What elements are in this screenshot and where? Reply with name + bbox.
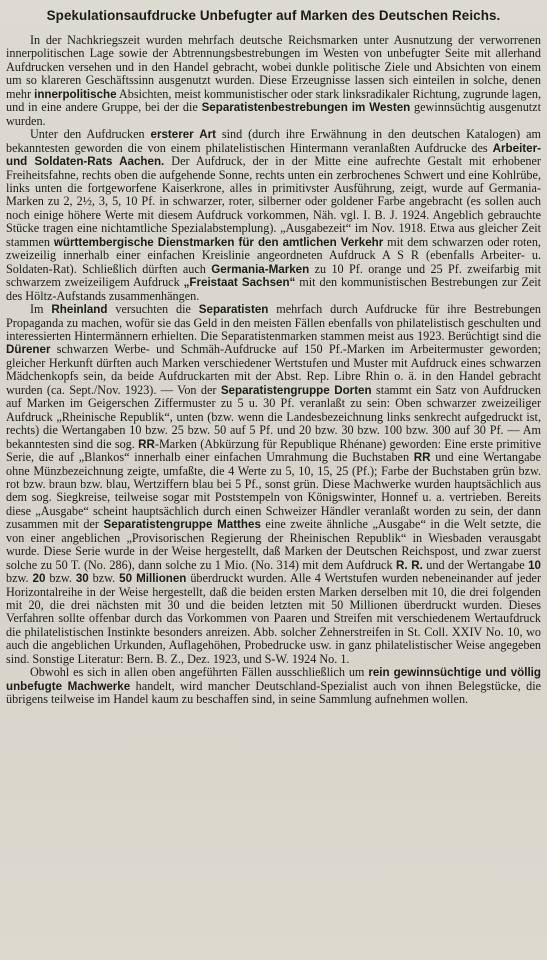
text-run: und eine Wertangabe ohne Münzbezeichnung zeigte, umfaßte, die 4 Werte zu 5, 10, 15, 25 (Pf.); Farbe der Buchstaben grün bzw. rot bzw. braun bzw. blau, Wertziffern blau bei 5 Pf., sonst grün. Diese Machwerke wurden hauptsächlich aus dem sog. Siegkreise, teilweise sogar mit Poststempeln von Königswinter, Honnef u. a. vertrieben. Bereits diese „Ausgabe“ scheint hauptsächlich durch einen Schweizer Händler veranlaßt worden zu sein, der dann zusammen mit der [6, 450, 542, 532]
text-run: eine zweite ähnliche „Ausgabe“ in die Welt setzte, die von einer angeblichen „Provisorischen Regierung der Rheinischen Republik“ in Wiesbaden verausgabt wurde. Diese Serie wurde in der Weise hergestellt, daß Marken der Deutschen Reichspost, und zwar zuerst solche zu 50 T. (No. 286), dann solche zu 1 Mio. (No. 314) mit dem Aufdruck [6, 517, 542, 572]
bold-phrase: 10 [528, 558, 541, 572]
text-run: schwarzen Werbe- und Schmäh-Aufdrucke auf 150 Pf.-Marken im Arbeitermuster geworden; gleicher Herkunft dürften auch Marken verschiedener Wertstufen und Muster mit Aufdruck eines schwarzen Mädchenkopfs sein, da beide Aufdruckarten mit der Abst. Rep. Libre Rhin o. ä. in den Handel gebracht wurden (ca. Sept./Nov. 1923). — Von der [6, 342, 541, 397]
bold-phrase: rein gewinnsüchtige und völlig unbefugte Machwerke [6, 666, 541, 693]
text-run: stammt ein Satz von Aufdrucken auf Marken im Geigerschen Ziffermuster zu 5 u. 30 Pf. veranlaßt zu sein: Oben schwarzer zweizeiliger Aufdruck „Rheinische Republik“, unten (bzw. wenn die Landesbezeichnung links senkrecht aufgedruckt ist, rechts) die Wertangaben 10 bzw. 25 bzw. 50 auf 5 Pf. und 20 bzw. 30 bzw. 100 bzw. 300 auf 30 Pf. — Am bekanntesten sind die sog. [6, 382, 541, 451]
text-run: handelt, wird mancher Deutschland-Spezialist auch von ihnen Belegstücke, die übrigens teilweise im Handel kaum zu beschaffen sind, in seine Sammlung aufnehmen wollen. [6, 678, 541, 707]
text-run: In der Nachkriegszeit wurden mehrfach deutsche Reichsmarken unter Ausnutzung der verworrenen innerpolitischen Lage sowie der Abtrennungsbestrebungen im Westen von unbefugter Seite mit allerhand Aufdrucken versehen und in den Handel gebracht, wobei dunkle politische Ziele und Absichten von einem um so klareren Geschäftssinn ausgenutzt wurden. Diese Erzeugnisse lassen sich einteilen in solche, denen mehr [6, 33, 541, 101]
text-run: mehrfach durch Aufdrucke für ihre Bestrebungen Propaganda zu machen, wofür sie das Geld in den meisten Fällen ebenfalls von philatelistisch geschulten und interessierten Hintermännern erhielten. Die Separatistenmarken stammen meist aus 1923. Berüchtigt sind die [6, 302, 541, 343]
bold-phrase: Dürener [6, 343, 51, 357]
text-run: mit dem schwarzen oder roten, zweizeilig innerhalb einer einfachen Kreislinie angeordneten Aufdruck A S R (ebenfalls Arbeiter- u. Soldaten-Rat). Schließlich dürften auch [6, 234, 541, 276]
text-run: mit den kommunistischen Bestrebungen zur Zeit des Höltz-Aufstands zusammenhängen. [6, 275, 542, 303]
bold-phrase: Separatistengruppe Matthes [103, 518, 261, 532]
bold-phrase: Arbeiter- und Soldaten-Rats Aachen. [6, 141, 541, 169]
text-run: bzw. [45, 571, 76, 586]
text-run: Unter den Aufdrucken [30, 127, 151, 142]
bold-phrase: 30 [75, 572, 89, 586]
bold-phrase: Separatisten [198, 303, 269, 317]
paragraph [6, 128, 541, 303]
paragraph [6, 666, 541, 706]
bold-phrase: 20 [32, 572, 46, 586]
text-run: überdruckt wurden. Alle 4 Wertstufen wurden nebeneinander auf jeder Horizontalreihe in der Weise hergestellt, daß die beiden ersten Marken derselben mit 10, die drei folgenden mit 20, die drei nächsten mit 30 und die beiden letzten mit 50 Millionen überdruckt wurden. Dieses Verfahren sollte offenbar durch das Vorkommen von Paaren und Streifen mit verschiedenem Wertaufdruck die philatelistischen Instinkte besonders anreizen. Abb. solcher Zehnerstreifen in St. Coll. XXIV No. 10, wo auch die angeblichen Urkunden, Auflagehöhen, Probedrucke usw. in ganz philatelistischer Weise angegeben sind. Sonstige Literatur: Bern. B. Z., Dez. 1923, und S-W. 1924 No. 1. [6, 571, 542, 666]
paragraph [6, 34, 541, 128]
bold-phrase: R. R. [396, 558, 423, 572]
text-run: Obwohl es sich in allen oben angeführten Fällen ausschließlich um [30, 665, 369, 680]
article-body [6, 34, 541, 707]
text-run: bzw. [88, 571, 120, 586]
bold-phrase: RR [413, 451, 431, 465]
text-run: zu 10 Pf. orange und 25 Pf. zweifarbig mit schwarzem zweizeiligem Aufdruck [6, 261, 541, 290]
bold-phrase: „Freistaat Sachsen“ [183, 276, 296, 290]
text-run: versuchten die [107, 302, 199, 317]
bold-phrase: innerpolitische [34, 87, 117, 101]
paragraph [6, 303, 541, 666]
bold-phrase: Germania-Marken [211, 262, 310, 276]
text-run: sind (durch ihre Erwähnung in den deutschen Katalogen) am bekanntesten geworden die von einem philatelistischen Hintermann veranlaßten Aufdrucke des [6, 127, 541, 155]
bold-phrase: 50 Millionen [119, 572, 187, 586]
bold-phrase: Separatistengruppe Dorten [220, 383, 372, 397]
bold-phrase: RR [138, 437, 155, 451]
text-run: bzw. [6, 571, 33, 586]
text-run: Absichten, meist kommunistischer oder stark linksradikaler Richtung, zugrunde lagen, und in eine andere Gruppe, bei der die [6, 86, 541, 115]
text-run: Der Aufdruck, der in der Mitte eine aufrechte Gestalt mit erhobener Freiheitsfahne, rechts oben die aufgehende Sonne, rechts unten ein zerbrochenes Schwert und eine Kohlrübe, links unten die fortgeworfene Kaiserkrone, alles in primitivster Ausführung, zeigt, wurde auf Germania-Marken zu 2, 2½, 3, 5, 10 Pf. in schwarzer, roter, silberner oder goldener Farbe angebracht (es sollen auch noch einige höhere Werte mit diesem Aufdruck vorkommen, Näh. vgl. I. B. J. 1924. Angeblich gebrauchte Stücke tragen eine nichtamtliche Spezialabstemplung). „Ausgabezeit“ im Nov. 1918. Etwa aus gleicher Zeit stammen [6, 154, 541, 249]
bold-phrase: württembergische Dienstmarken für den amtlichen Verkehr [53, 235, 384, 249]
bold-phrase: Rheinland [51, 303, 108, 317]
text-run: gewinnsüchtig ausgenutzt wurden. [6, 100, 541, 128]
text-run: Im [30, 302, 52, 317]
article-title: Spekulationsaufdrucke Unbefugter auf Marken des Deutschen Reichs. [46, 8, 501, 23]
bold-phrase: ersterer Art [150, 128, 217, 142]
text-run: und der Wertangabe [422, 557, 529, 572]
bold-phrase: Separatistenbestrebungen im Westen [201, 101, 411, 115]
text-run: -Marken (Abkürzung für Republique Rhénane) geworden: Eine erste primitive Serie, die auf „Blankos“ innerhalb einer einfachen Umrahmung die Buchstaben [6, 436, 541, 465]
